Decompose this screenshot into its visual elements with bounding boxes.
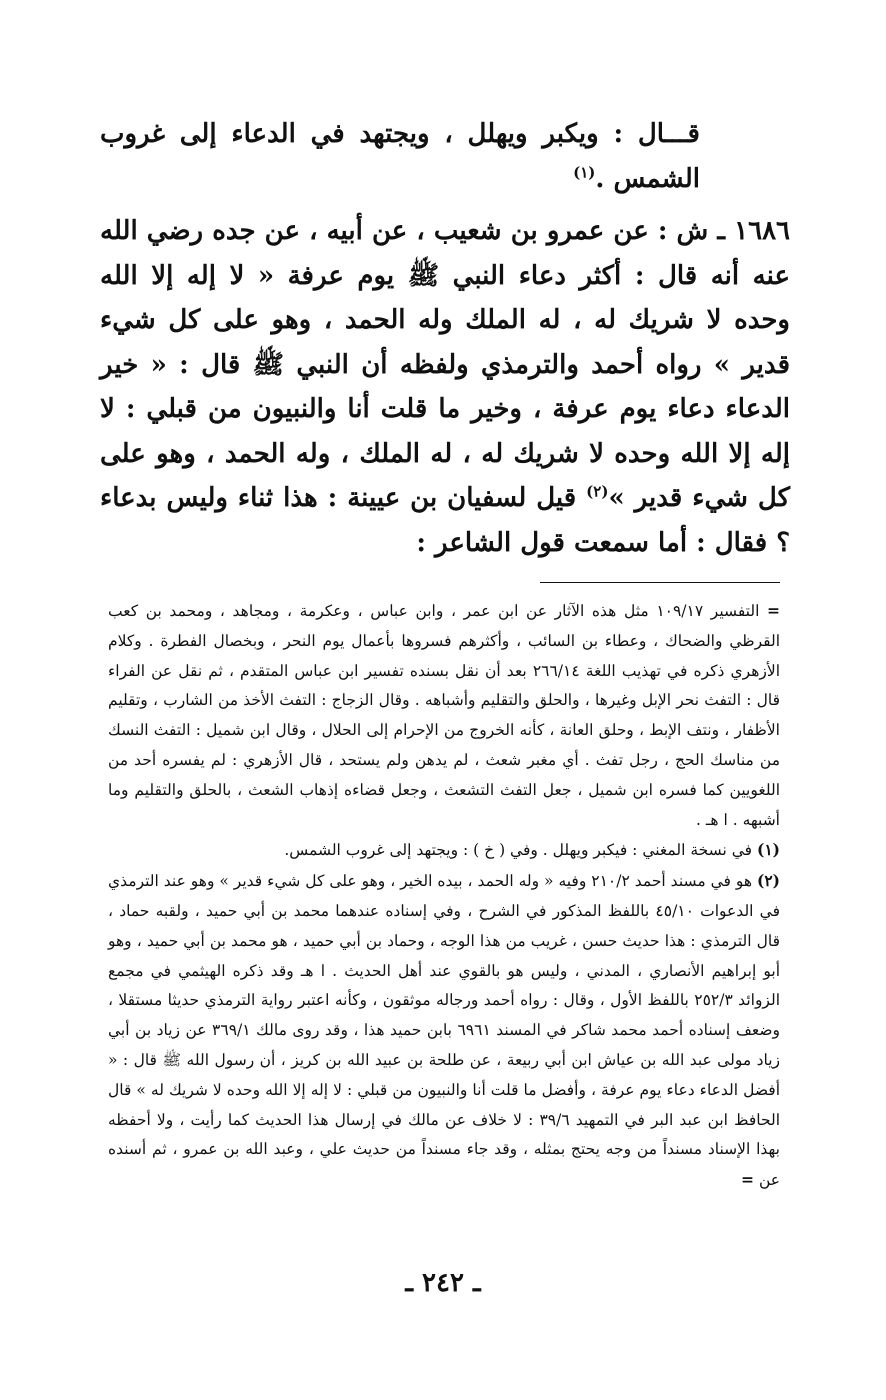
footnote-2 xyxy=(108,866,780,1196)
footnotes xyxy=(108,596,780,1196)
trailing-marker: = xyxy=(741,1170,754,1190)
paragraph-1 xyxy=(100,112,790,201)
continuation-marker: = xyxy=(767,601,781,620)
footnote-2-marker: (٢) xyxy=(756,871,780,891)
footnote-1-text: في نسخة المغني : فيكبر ويهلل . وفي ( خ ) : ويجتهد إلى غروب الشمس. xyxy=(284,841,753,860)
paragraph-number: ١٦٨٦ ـ xyxy=(717,216,790,246)
footnote-2-text: هو في مسند أحمد ٢١٠/٢ وفيه « وله الحمد ، بيده الخير ، وهو على كل شيء قدير » وهو عند الترمذي في الدعوات ٤٥/١٠ باللفظ المذكور في الشرح ، وفي إسناده عندهما محمد بن أبي حميد ، ولقبه حماد ، قال الترمذي : هذا حديث حسن ، غريب من هذا الوجه ، وحماد بن أبي حميد ، هو محمد بن أبي حميد ، وهو أبو إبراهيم الأنصاري ، المدني ، وليس هو بالقوي عند أهل الحديث . ا هـ وقد ذكره الهيثمي في مجمع الزوائد ٢٥٢/٣ باللفظ الأول ، وقال : رواه أحمد ورجاله موثقون ، وكأنه اعتبر رواية الترمذي حديثا مستقلا ، وضعف إسناده أحمد محمد شاكر في المسند ٦٩٦١ بابن حميد هذا ، وقد روى مالك ٣٦٩/١ عن زياد بن أبي زياد مولى عبد الله بن عياش ابن أبي ربيعة ، عن طلحة بن عبيد الله بن كريز ، أن رسول الله ﷺ قال : « أفضل الدعاء دعاء يوم عرفة ، وأفضل ما قلت أنا والنبيون من قبلي : لا إله إلا الله وحده لا شريك له » قال الحافظ ابن عبد البر في التمهيد ٣٩/٦ : لا خلاف عن مالك في إرسال هذا الحديث كما رأيت ، ولا أحفظه بهذا الإسناد مسنداً من وجه يحتج بمثله ، وقد جاء مسنداً من حديث علي ، وعبد الله بن عمرو ، ثم أسنده عن xyxy=(108,872,781,1190)
main-text xyxy=(100,112,790,565)
page-number: ـ ٢٤٢ ـ xyxy=(405,1268,481,1298)
footnote-1-marker: (١) xyxy=(756,840,780,860)
footnote-divider xyxy=(540,582,780,583)
paragraph-1-text: قـــال : ويكبر ويهلل ، ويجتهد في الدعاء إلى غروب الشمس . xyxy=(100,119,700,194)
paragraph-2 xyxy=(100,209,790,565)
footnote-continuation xyxy=(108,596,780,835)
paragraph-2-text-a: ش : عن عمرو بن شعيب ، عن أبيه ، عن جده رضي الله عنه أنه قال : أكثر دعاء النبي ﷺ يوم عرفة « لا إله إلا الله وحده لا شريك له ، له الملك وله الحمد ، وهو على كل شيء قدير » رواه أحمد والترمذي ولفظه أن النبي ﷺ قال : « خير الدعاء دعاء يوم عرفة ، وخير ما قلت أنا والنبيون من قبلي : لا إله إلا الله وحده لا شريك له ، له الملك ، وله الحمد ، وهو على كل شيء قدير » xyxy=(100,216,790,513)
footnote-ref-2: (٢) xyxy=(586,482,609,501)
continuation-text: التفسير ١٠٩/١٧ مثل هذه الآثار عن ابن عمر ، وابن عباس ، وعكرمة ، ومجاهد ، ومحمد بن كعب القرظي والضحاك ، وعطاء بن السائب ، وأكثرهم فسروها بأعمال يوم النحر ، وبخصال الفطرة . وكلام الأزهري ذكره في تهذيب اللغة ٢٦٦/١٤ بعد أن نقل بسنده تفسير ابن عباس المتقدم ، ثم نقل عن الفراء قال : التفث نحر الإبل وغيرها ، والحلق والتقليم وأشباهه . وقال الزجاج : التفث الأخذ من الشارب ، وتقليم الأظفار ، ونتف الإبط ، وحلق العانة ، كأنه الخروج من الإحرام إلى الحلال ، وقال ابن شميل : التفث النسك من مناسك الحج ، رجل تفث . أي مغبر شعث ، لم يدهن ولم يستحد ، قال الأزهري : لم يفسره أحد من اللغويين كما فسره ابن شميل ، جعل التفث التشعث ، وجعل قضاءه إذهاب الشعث ، بالحلق والتقليم وما أشبهه . ا هـ . xyxy=(108,602,781,829)
footnote-1 xyxy=(108,835,780,866)
paragraph-2-text-b: قيل لسفيان بن عيينة : هذا ثناء وليس بدعاء ؟ فقال : أما سمعت قول الشاعر : xyxy=(100,483,790,558)
footnote-ref-1: (١) xyxy=(573,162,596,181)
